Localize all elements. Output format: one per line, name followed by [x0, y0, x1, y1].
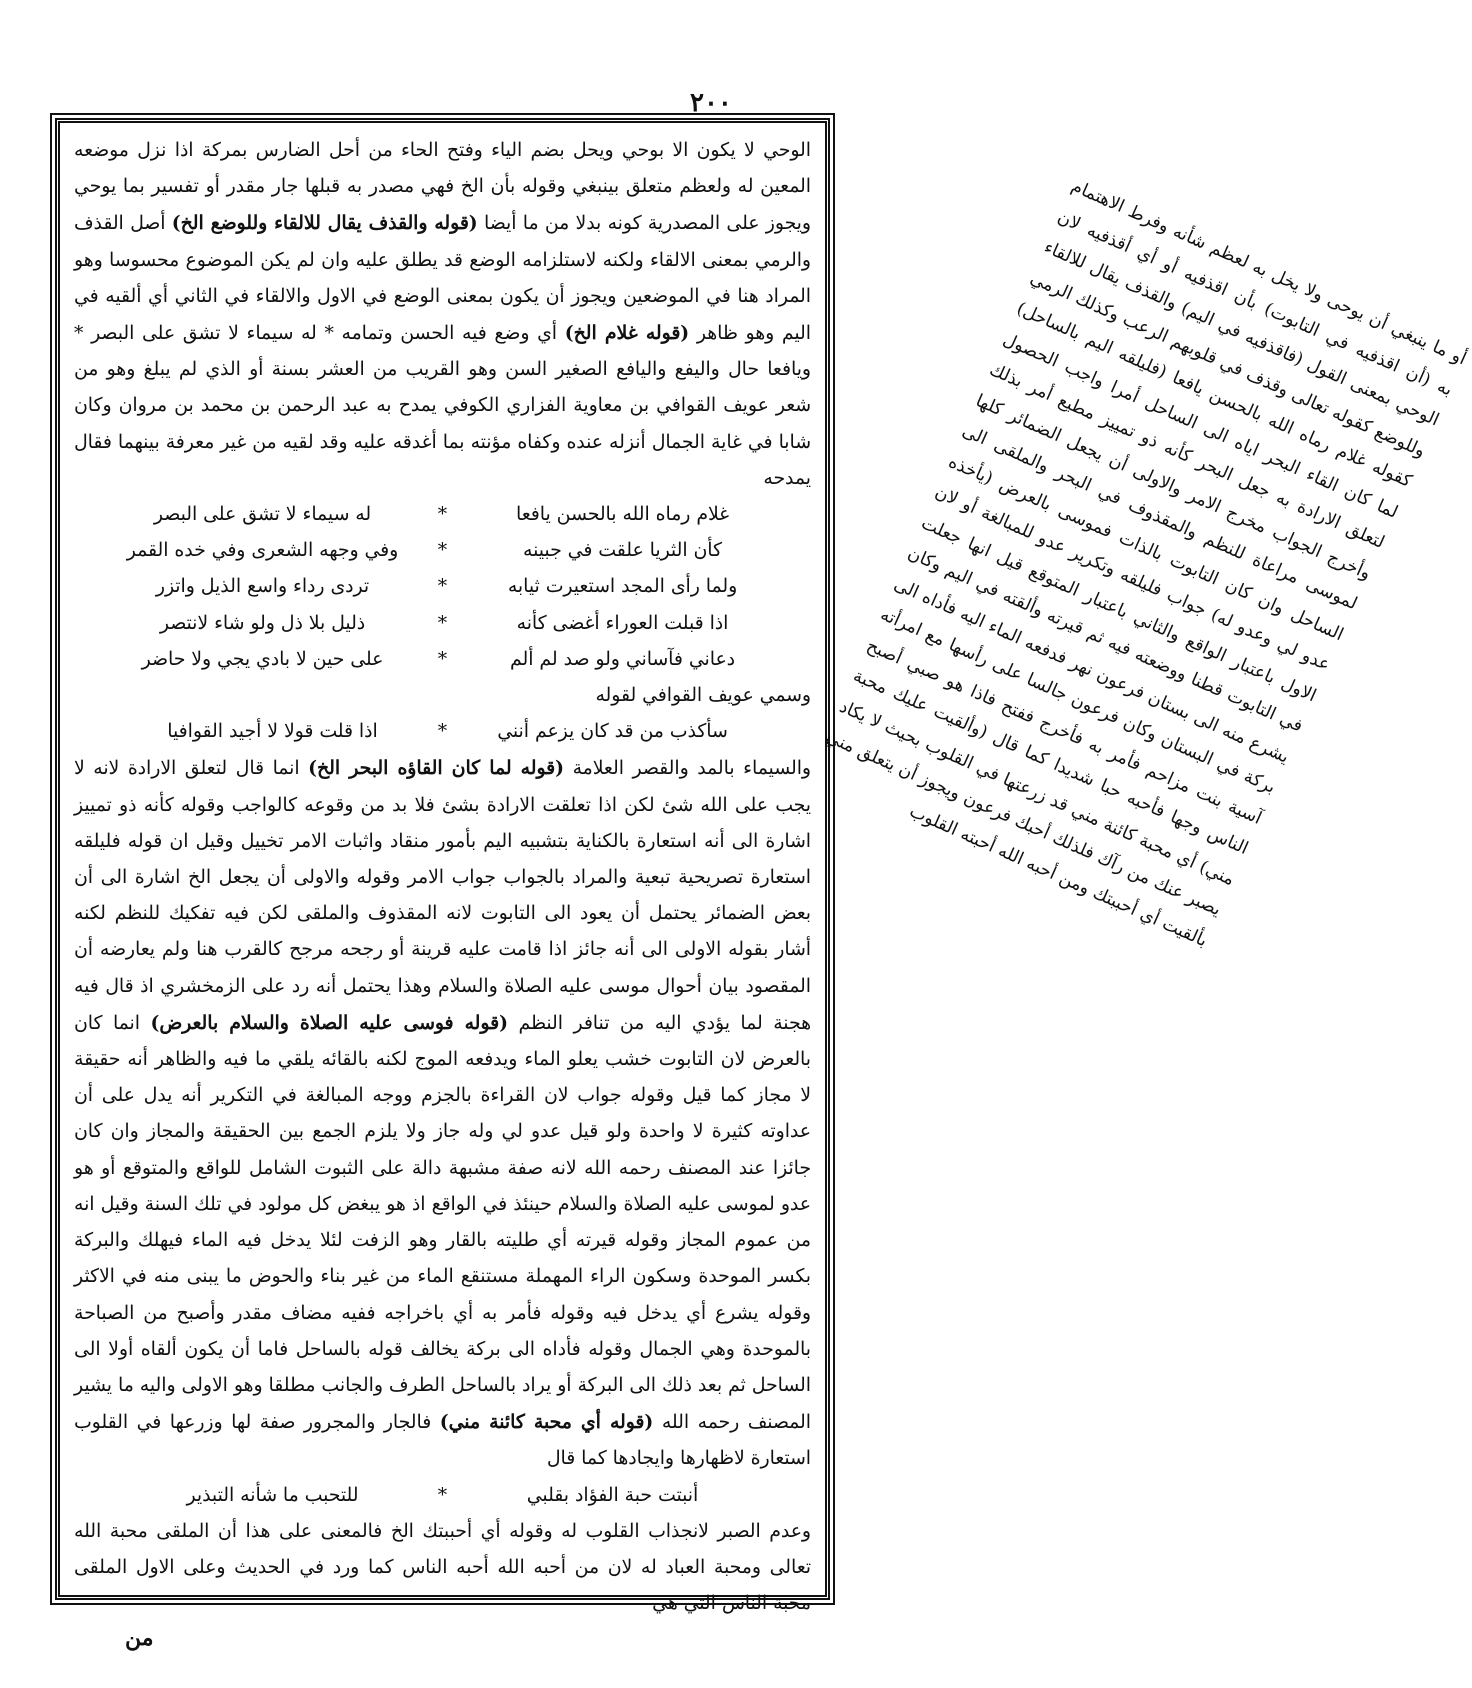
- commentary-text: الوحي لا يكون الا بوحي ويحل بضم الياء وفتح الحاء من أحل الضارس بمركة اذا نزل موضعه المعين له ولعظم متعلق بينبغي وقوله بأن الخ فهي مصدر به قبلها جار مقدر أو تفسير بما يوحي ويجوز على المصدرية كونه بدلا من ما أيضا: [74, 140, 811, 235]
- verse-hemistich: تردى رداء واسع الذيل واتزر: [155, 576, 370, 598]
- poem-verse: [74, 1478, 811, 1514]
- poem-verse: [74, 497, 811, 533]
- verse-separator: *: [437, 540, 448, 562]
- verse-separator: *: [437, 1484, 448, 1506]
- commentary-text: أصل القذف والرمي بمعنى الالقاء ولكنه لاستلزامه الوضع قد يطلق عليه وان لم يكن الموضوع محسوسا وهو المراد هنا في الموضعين ويجوز أن يكون بمعنى الوضع في الاول والالقاء في الثاني أي ألقيه في اليم وهو ظاهر: [74, 213, 811, 345]
- verse-hemistich: اذا قلت قولا لا أجيد القوافيا: [167, 721, 378, 743]
- verse-hemistich: للتحبب ما شأنه التبذير: [186, 1484, 359, 1506]
- commentary-text: والسيماء بالمد والقصر العلامة: [572, 758, 811, 780]
- verse-separator: *: [437, 648, 448, 670]
- verse-hemistich: غلام رماه الله بالحسن يافعا: [515, 504, 729, 526]
- verse-separator: *: [437, 576, 448, 598]
- commentary-text: وسمي عويف القوافي لقوله: [595, 685, 811, 707]
- lemma-heading: (قوله غلام الخ): [564, 322, 690, 345]
- main-text: [74, 133, 811, 1622]
- verse-hemistich: على حين لا بادي يجي ولا حاضر: [141, 648, 384, 670]
- lemma-heading: (قوله أي محبة كائنة مني): [439, 1411, 654, 1434]
- verse-hemistich: سأكذب من قد كان يزعم أنني: [497, 721, 728, 743]
- poem-verse: [74, 714, 811, 750]
- poem-verse: [74, 533, 811, 569]
- verse-hemistich: كأن الثريا علقت في جبينه: [523, 540, 722, 562]
- verse-hemistich: له سيماء لا تشق على البصر: [153, 504, 372, 526]
- margin-commentary-text: أو ما ينبغي أن يوحى ولا يخل به لعظم شأنه وفرط الاهتمام به (أن اقذفيه في التابوت) بأن اقذفيه أو أي أقذفيه لان الوحي بمعنى القول (فاقذفيه في اليم) والقذف يقال للالقاء وللوضع كقوله تعالى وقذف في قلوبهم الرعب وكذلك الرمي كقوله غلام رماه الله بالحسن يافعا (فليلقه اليم بالساحل) لما كان القاء البحر اياه الى الساحل أمرا واجب الحصول لتعلق الارادة به جعل البحر كأنه ذو تمييز مطيع أمر بذلك وأخرج الجواب مخرج الامر والاولى أن يجعل الضمائر كلها لموسى مراعاة للنظم والمقذوف في البحر والملقى الى الساحل وان كان التابوت بالذات فموسى بالعرض (يأخذه عدو لي وعدو له) جواب فليلقه وتكرير عدو للمبالغة أو لان الاول باعتبار الواقع والثاني باعتبار المتوقع قيل انها جعلت في التابوت قطنا ووضعته فيه ثم قيرته وألقته في اليم وكان يشرع منه الى بستان فرعون نهر فدفعه الماء اليه فأداه الى بركة في البستان وكان فرعون جالسا على رأسها مع امرأته آسية بنت مزاحم فأمر به فأخرج ففتح فاذا هو صبي أصبح الناس وجها فأحبه حبا شديدا كما قال (وألقيت عليك محبة مني) أي محبة كائنة مني قد زرعتها في القلوب بحيث لا يكاد يصبر عنك من رآك فلذلك أحبك فرعون ويجوز أن يتعلق مني بألقيت أي أحببتك ومن أحبه الله أحبته القلوب: [822, 176, 1470, 951]
- commentary-text: أي وضع فيه الحسن وتمامه * له سيماء لا تشق على البصر * ويافعا حال واليفع واليافع الصغير السن وهو القريب من العشر بسنة أو الذي لم يبلغ وهو من شعر عويف القوافي بن معاوية الفزاري الكوفي يمدح به عبد الرحمن بن محمد بن مروان وكان شابا في غاية الجمال أنزله عنده وكفاه مؤنته بما أغدقه عليه وقد لقيه من غير معرفة بينهما فقال يمدحه: [74, 323, 811, 489]
- verse-hemistich: ذليل بلا ذل ولو شاء لانتصر: [159, 612, 366, 634]
- verse-hemistich: وفي وجهه الشعرى وفي خده القمر: [126, 540, 399, 562]
- lemma-heading: (قوله لما كان القاؤه البحر الخ): [308, 757, 565, 780]
- commentary-text: وعدم الصبر لانجذاب القلوب له وقوله أي أحببتك الخ فالمعنى على هذا أن الملقى محبة الله تعالى ومحبة العباد له لان من أحبه الله أحبه الناس كما ورد في الحديث وعلى الاول الملقى محبة الناس التي هي: [74, 1520, 811, 1615]
- commentary-text: انما قال لتعلق الارادة لانه لا يجب على الله شئ لكن اذا تعلقت الارادة بشئ فلا بد من وقوعه كالواجب وقوله كأنه ذو تمييز اشارة الى أنه استعارة بالكناية بتشبيه اليم بأمور منقاد واثبات الامر تخييل وقيل ان قوله فليلقه استعارة تصريحية تبعية والمراد بالجواب جواب الامر وقوله والاولى أن يجعل الخ اشارة الى أن بعض الضمائر يحتمل أن يعود الى التابوت لانه المقذوف والملقى لكن فيه تفكيك للنظم لكنه أشار بقوله الاولى الى أنه جائز اذا قامت عليه قرينة أو رجحه مرجح كالقرب هنا ولم يعارضه أن المقصود بيان أحوال موسى عليه الصلاة والسلام وهذا يحتمل أنه رد على الزمخشري اذ قال فيه هجنة لما يؤدي اليه من تنافر النظم: [74, 758, 811, 1034]
- poem-verse: [74, 642, 811, 678]
- page-number: ٢٠٠: [690, 88, 732, 118]
- commentary-paragraph: [74, 1514, 811, 1623]
- verse-hemistich: اذا قبلت العوراء أغضى كأنه: [516, 612, 729, 634]
- verse-separator: *: [437, 504, 448, 526]
- lemma-heading: (قوله والقذف يقال للالقاء وللوضع الخ): [171, 212, 478, 235]
- catchword: من: [125, 1625, 154, 1651]
- commentary-paragraph: [74, 133, 811, 497]
- commentary-paragraph: [74, 678, 811, 714]
- lemma-heading: (قوله فوسى عليه الصلاة والسلام بالعرض): [150, 1011, 508, 1034]
- commentary-text: انما كان بالعرض لان التابوت خشب يعلو الماء ويدفعه الموج لكنه بالقائه يلقي ما فيه والظاهر أنه حقيقة لا مجاز كما قيل وقوله جواب لان القراءة بالجزم ووجه المبالغة في التكرير أنه يدل على أن عداوته كثيرة لا واحدة ولو قيل عدو لي وله جاز ولا يلزم الجمع بين الحقيقة والمجاز وان كان جائزا عند المصنف رحمه الله لانه صفة مشبهة دالة على الثبوت الشامل للواقع والمتوقع أو هو عدو لموسى عليه الصلاة والسلام حينئذ في الواقع اذ هو يبغض كل مولود في تلك السنة وقيل انه من عموم المجاز وقوله قيرته أي طليته بالقار وهو الزفت لئلا يدخل فيه الماء فيهلك والبركة بكسر الموحدة وسكون الراء المهملة مستنقع الماء من غير بناء والحوض ما يبنى منه في الاكثر وقوله يشرع أي يدخل فيه وقوله فأمر به أي باخراجه ففيه مضاف مقدر وأصبح من الصباحة بالموحدة وهي الجمال وقوله فأداه الى بركة يخالف قوله بالساحل فاما أن يكون ألقاه أولا الى الساحل ثم بعد ذلك الى البركة أو يراد بالساحل الطرف والجانب مطلقا وهو الاولى واليه ما يشير المصنف رحمه الله: [74, 1012, 811, 1434]
- verse-hemistich: أنبتت حبة الفؤاد بقلبي: [526, 1484, 699, 1506]
- commentary-text: فالجار والمجرور صفة لها وزرعها في القلوب استعارة لاظهارها وايجادها كما قال: [74, 1412, 811, 1470]
- poem-verse: [74, 606, 811, 642]
- verse-hemistich: ولما رأى المجد استعيرت ثيابه: [507, 576, 738, 598]
- verse-separator: *: [437, 721, 448, 743]
- main-text-frame: [55, 118, 830, 1615]
- poem-verse: [74, 569, 811, 605]
- verse-separator: *: [437, 612, 448, 634]
- verse-hemistich: دعاني فآساني ولو صد لم ألم: [509, 648, 736, 670]
